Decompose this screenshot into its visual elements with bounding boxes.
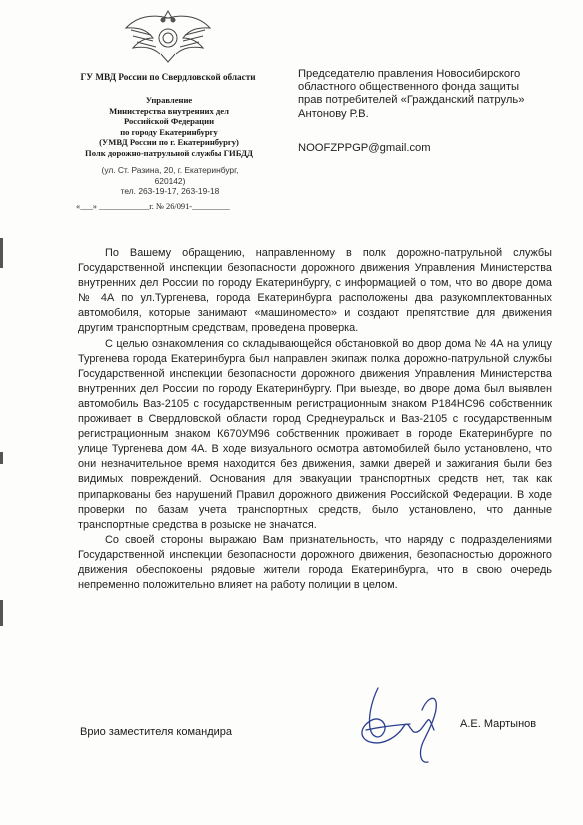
recipient-line: Председателю правления Новосибирского [298, 68, 521, 80]
scan-edge-mark [0, 238, 3, 268]
address-block [90, 165, 250, 197]
body-paragraph: Со своей стороны выражаю Вам признательность, что наряду с подразделениями Государственной инспекции безопасности дорожного движения, безопасностью дорожного движения обеспокоены рядовые жители города Екатеринбурга, что в свою очередь непременно положительно влияет на работу полиции в целом. [78, 533, 552, 592]
body-paragraph: С целью ознакомления со складывающейся обстановкой во двор дома № 4А на улицу Тургенева города Екатеринбурга был направлен экипаж полка дорожно-патрульной службы Государственной инспекции безопасности дорожного движения Управления Министерства внутренних дел России по городу Екатеринбургу. При выезде, во дворе дома был выявлен автомобиль Ваз-2105 с государственным регистрационным знаком Р184НС96 собственник проживает в Свердловской области город Среднеуральск и Ваз-2105 с государственным регистрационным знаком К670УМ96 собственник проживает в городе Екатеринбурге по улице Тургенева дом 4А. В ходе визуального осмотра автомобилей было установлено, что они незначительное время находится без движения, замки дверей и зажигания были без видимых повреждений. Основания для эвакуации транспортных средств нет, так как припаркованы без нарушений Правил дорожного движения Российской Федерации. В ходе проверки по базам учета транспортных средств, было установлено, что данные транспортные средства в розыске не значатся. [78, 337, 552, 531]
handwritten-signature [350, 680, 460, 770]
department-line: Полк дорожно-патрульной службы ГИБДД [85, 147, 253, 158]
department-line: Российской Федерации [123, 116, 215, 127]
signer-title: Врио заместителя командира [80, 726, 233, 738]
ministry-title: ГУ МВД России по Свердловской области [80, 72, 256, 82]
department-line: Управление [145, 95, 193, 105]
body-paragraph: По Вашему обращению, направленному в полк дорожно-патрульной службы Государственной инспекции безопасности дорожного движения Управления Министерства внутренних дел России по городу Екатеринбургу, с информацией о том, что во дворе дома № 4А по ул.Тургенева, города Екатеринбурга расположены два разукомплектованных автомобиля, которые занимают «машиноместо» и создают препятствие для движения другим транспортным средствам, проведена проверка. [78, 247, 552, 335]
registration-number: «___» ____________г. № 26/091-_________ [76, 202, 230, 211]
scan-edge-mark [0, 452, 3, 464]
department-line: по городу Екатеринбургу [120, 126, 218, 137]
recipient-email: NOOFZPPGP@gmail.com [298, 141, 431, 154]
department-block [74, 95, 264, 159]
phone-line: тел. 263-19-17, 263-19-18 [120, 186, 220, 196]
recipient-line: Антонову Р.В. [298, 107, 369, 120]
letter-body [78, 246, 552, 593]
recipient-line: областного общественного фонда защиты [298, 81, 520, 94]
department-line: Министерства внутренних дел [109, 105, 229, 116]
address-line: (ул. Ст. Разина, 20, г. Екатеринбург, 620142) [101, 165, 239, 186]
department-line: (УМВД России по г. Екатеринбургу) [99, 137, 239, 148]
recipient-line: прав потребителей «Гражданский патруль» [298, 94, 525, 107]
mvd-emblem-icon [123, 8, 213, 64]
recipient-block [298, 68, 558, 155]
signer-name: А.Е. Мартынов [460, 718, 537, 730]
scan-edge-mark [0, 600, 3, 626]
